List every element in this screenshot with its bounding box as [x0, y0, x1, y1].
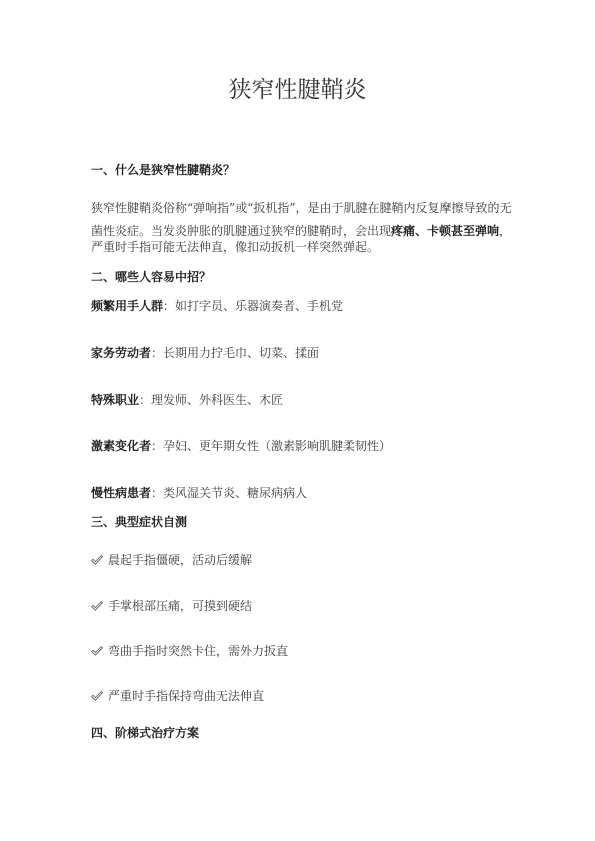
paragraph-text: 菌性炎症。当发炎肿胀的肌腱通过狭窄的腱鞘时，会出现 [91, 224, 392, 238]
symptom-text: 晨起手指僵硬，活动后缓解 [108, 553, 253, 567]
symptom-text: 弯曲手指时突然卡住，需外力扳直 [108, 644, 289, 658]
risk-group-label: 频繁用手人群 [91, 299, 164, 313]
check-icon [91, 646, 103, 656]
separator: ： [151, 439, 164, 453]
risk-group-desc: 孕妇、更年期女性（激素影响肌腱柔韧性） [163, 439, 392, 453]
paragraph-line: 狭窄性腱鞘炎俗称“弹响指”或“扳机指”，是由于肌腱在腱鞘内反复摩擦导致的无 [91, 201, 512, 215]
section-heading-what-is: 一、什么是狭窄性腱鞘炎？ [91, 163, 236, 177]
section-heading-who: 二、哪些人容易中招？ [91, 270, 212, 284]
symptom-text: 手掌根部压痛，可摸到硬结 [108, 599, 253, 613]
check-icon [91, 691, 103, 701]
section-heading-symptoms: 三、典型症状自测 [91, 515, 188, 529]
separator: ： [139, 393, 152, 407]
separator: ： [163, 299, 176, 313]
risk-group-label: 慢性病患者 [91, 486, 152, 500]
paragraph-line [91, 223, 511, 239]
risk-group-label: 特殊职业 [91, 393, 140, 407]
symptom-item [91, 552, 252, 568]
separator: ： [151, 486, 164, 500]
highlight-text: 疼痛、卡顿甚至弹响 [391, 224, 500, 238]
risk-group-desc: 理发师、外科医生、木匠 [151, 393, 284, 407]
symptom-item [91, 643, 288, 659]
symptom-item [91, 598, 252, 614]
paragraph-line: 严重时手指可能无法伸直，像扣动扳机一样突然弹起。 [91, 240, 380, 254]
risk-group-label: 家务劳动者 [91, 346, 152, 360]
risk-group-desc: 长期用力拧毛巾、切菜、揉面 [163, 346, 320, 360]
section-heading-treatment: 四、阶梯式治疗方案 [91, 726, 200, 740]
risk-group-item [91, 485, 307, 501]
risk-group-item [91, 298, 343, 314]
risk-group-item [91, 438, 391, 454]
symptom-text: 严重时手指保持弯曲无法伸直 [108, 689, 265, 703]
document-title: 狭窄性腱鞘炎 [228, 77, 367, 103]
risk-group-desc: 类风湿关节炎、糖尿病病人 [163, 486, 308, 500]
symptom-item [91, 688, 264, 704]
check-icon [91, 601, 103, 611]
risk-group-label: 激素变化者 [91, 439, 152, 453]
separator: ： [151, 346, 164, 360]
paragraph-text: ， [499, 224, 512, 238]
risk-group-item [91, 392, 283, 408]
risk-group-item [91, 345, 319, 361]
risk-group-desc: 如打字员、乐器演奏者、手机党 [175, 299, 344, 313]
check-icon [91, 555, 103, 565]
